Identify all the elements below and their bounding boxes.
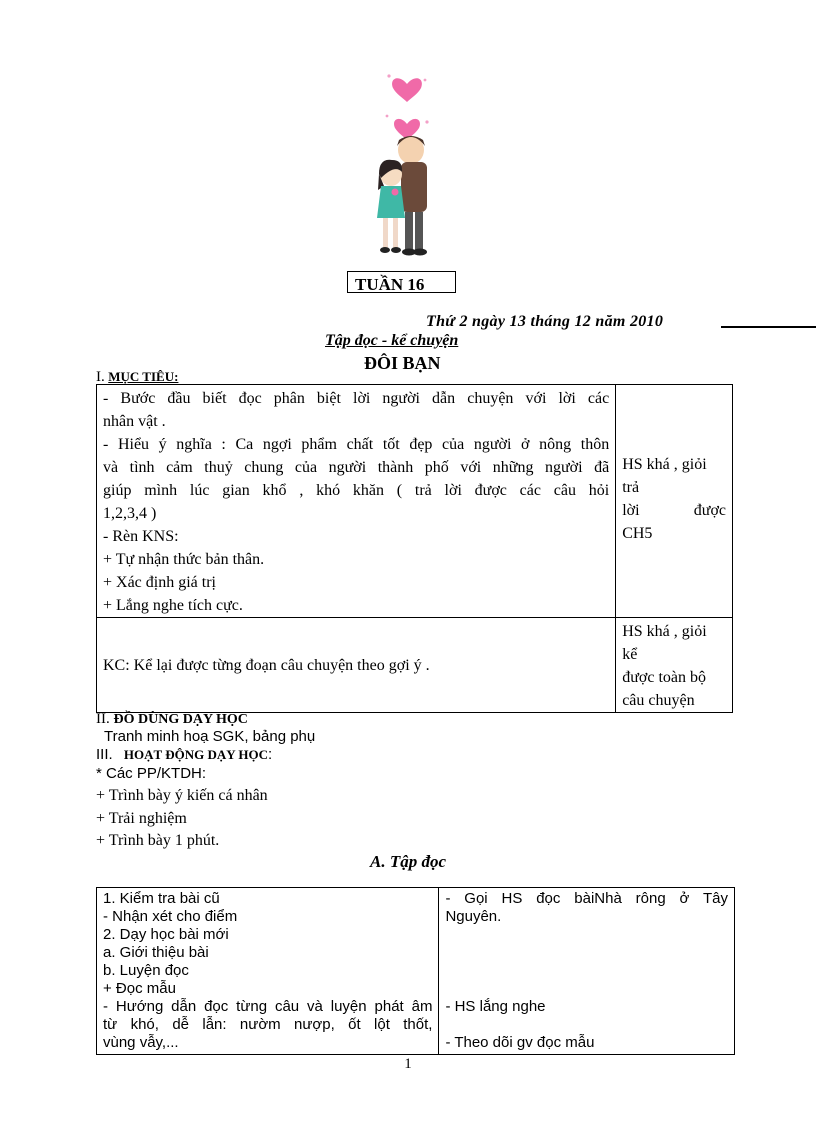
table-row (97, 385, 733, 618)
subject-title: Tập đọc - kể chuyện (325, 332, 459, 349)
section-colon: : (268, 746, 273, 763)
activities-table (96, 887, 735, 1055)
note-line: HS khá , giỏi (622, 623, 707, 640)
note-line: CH5 (622, 525, 653, 542)
activity-line: - Nhận xét cho điểm (103, 908, 238, 925)
note-word: lời (622, 502, 640, 519)
section-number: II. (96, 711, 110, 727)
activity-line: a. Giới thiệu bài (103, 944, 209, 961)
lesson-title: ĐÔI BẠN (364, 353, 441, 373)
section-number: III. (96, 746, 113, 763)
objectives-cell (97, 385, 616, 618)
objective-line: + Xác định giá trị (103, 574, 216, 591)
objective-line: + Tự nhận thức bản thân. (103, 551, 265, 568)
storytelling-cell (97, 618, 616, 713)
section-title: ĐỒ DÙNG DẠY HỌC (113, 712, 248, 727)
table-row (97, 888, 735, 1055)
heart-icon (386, 74, 429, 140)
objective-line: 1,2,3,4 ) (103, 505, 157, 522)
activity-line: - Theo dõi gv đọc mẫu (445, 1034, 595, 1051)
section-a-title: A. Tập đọc (369, 852, 447, 871)
note-line: trả (622, 479, 640, 496)
objectives-note-cell (616, 385, 733, 618)
methods-heading: * Các PP/KTDH: (96, 765, 207, 782)
objective-line: và tình cảm thuỷ chung của người thành phố với những người đã (103, 459, 610, 476)
storytelling-note-cell (616, 618, 733, 713)
objective-line: + Lắng nghe tích cực. (103, 597, 243, 614)
activity-line: b. Luyện đọc (103, 962, 189, 979)
week-label: TUẦN 16 (355, 275, 425, 294)
section-title: MỤC TIÊU: (108, 369, 179, 384)
student-activities-cell (439, 888, 735, 1055)
activity-line: + Đọc mẫu (103, 980, 176, 997)
section-activities-heading (96, 746, 272, 764)
materials-text: Tranh minh hoạ SGK, bảng phụ (104, 728, 316, 745)
objective-line: nhân vật . (103, 413, 166, 430)
page-number: 1 (404, 1056, 412, 1072)
objective-line: - Hiểu ý nghĩa : Ca ngợi phẩm chất tốt đẹp của người ở nông thôn (103, 436, 610, 453)
date-line: Thứ 2 ngày 13 tháng 12 năm 2010 (426, 313, 664, 330)
activity-line: - Hướng dẫn đọc từng câu và luyện phát âm (103, 998, 433, 1015)
table-row (97, 618, 733, 713)
activity-line: - HS lắng nghe (445, 998, 546, 1015)
note-line: kể (622, 646, 638, 663)
objectives-table (96, 384, 733, 713)
method-item: + Trình bày ý kiến cá nhân (96, 787, 268, 804)
date-underline-rule (721, 326, 816, 328)
objective-line: giúp mình lúc gian khổ , khó khăn ( trả lời được các câu hỏi (103, 482, 610, 499)
activity-line: 2. Dạy học bài mới (103, 926, 229, 943)
note-line (622, 499, 726, 522)
activity-line: vùng vẫy,... (103, 1034, 179, 1051)
section-number: I. (96, 369, 105, 385)
note-line: HS khá , giỏi (622, 456, 707, 473)
method-item: + Trình bày 1 phút. (96, 832, 220, 849)
note-line: câu chuyện (622, 692, 695, 709)
section-materials-heading (96, 711, 248, 728)
section-title: HOẠT ĐỘNG DẠY HỌC (123, 747, 269, 762)
objective-line: - Bước đầu biết đọc phân biệt lời người dẫn chuyện với lời các (103, 390, 610, 407)
teacher-activities-cell (97, 888, 439, 1055)
hearts-couple-icon (365, 62, 445, 262)
note-line: được toàn bộ (622, 669, 706, 686)
activity-line: 1. Kiểm tra bài cũ (103, 890, 220, 907)
activity-line: - Gọi HS đọc bàiNhà rông ở Tây (445, 890, 728, 907)
storytelling-text: KC: Kể lại được từng đoạn câu chuyện theo gợi ý . (103, 656, 430, 674)
activity-line: từ khó, dễ lẫn: nườm nượp, ốt lột thốt, (103, 1016, 433, 1033)
note-word: được (693, 502, 726, 519)
method-item: + Trải nghiệm (96, 810, 187, 827)
activity-line: Nguyên. (445, 908, 502, 925)
objective-line: - Rèn KNS: (103, 528, 179, 545)
